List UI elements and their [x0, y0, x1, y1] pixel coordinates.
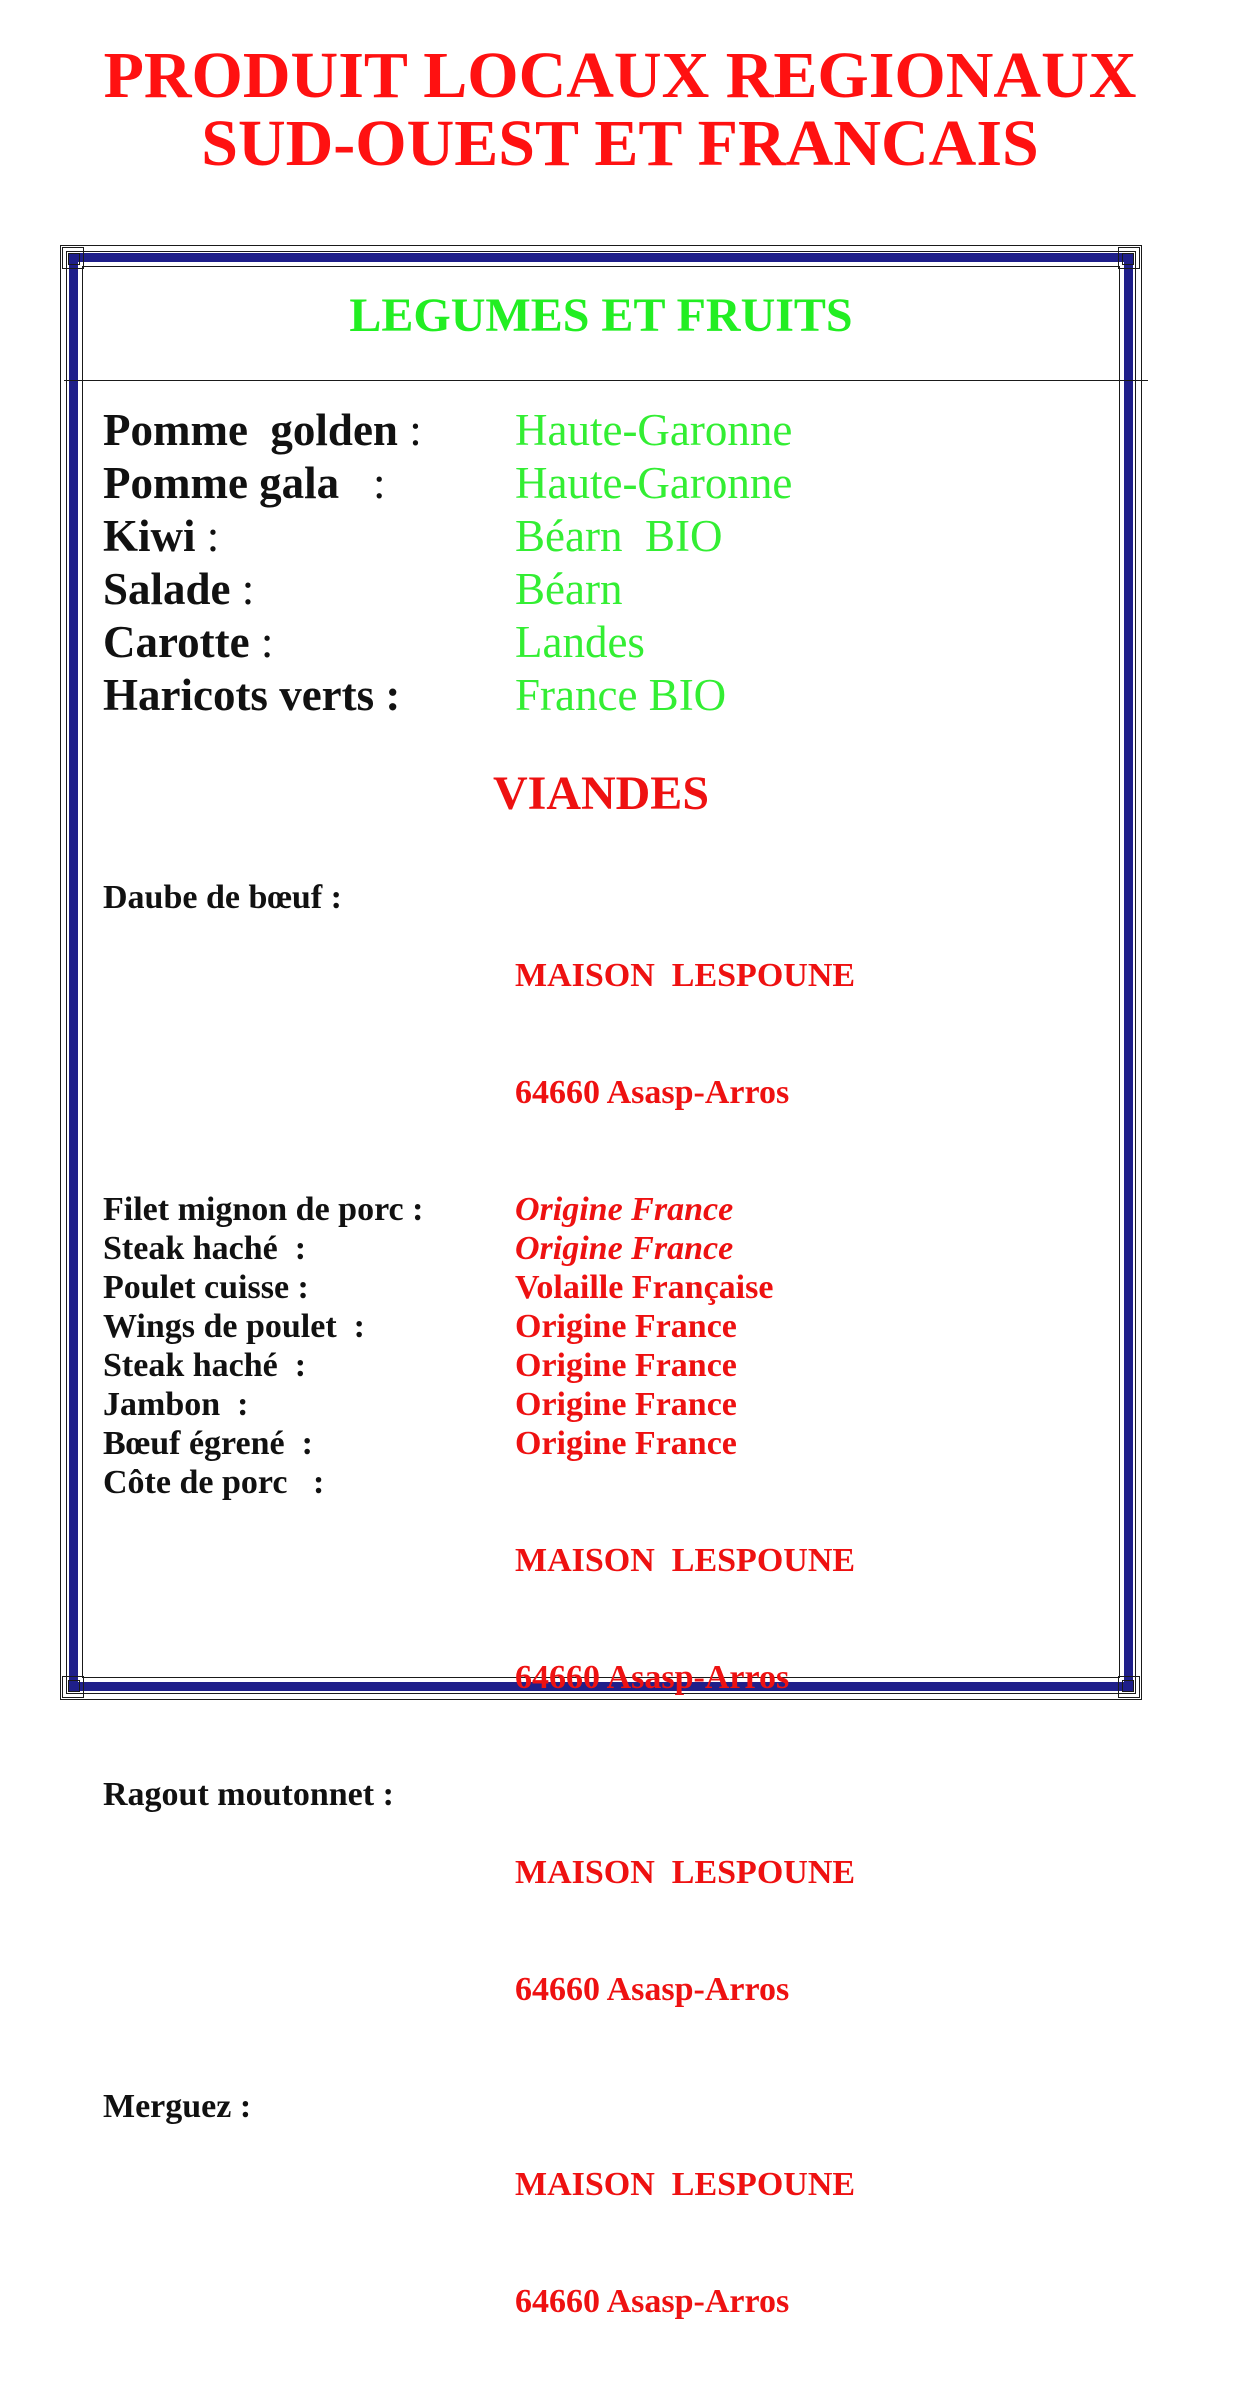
- frame-corner-ornament-inner: [1122, 253, 1134, 265]
- list-item: [103, 1268, 1003, 1307]
- viandes-heading: VIANDES: [492, 767, 710, 820]
- product-name: Wings de poulet :: [103, 1308, 365, 1345]
- list-item: [103, 669, 1003, 722]
- list-item: [103, 878, 1003, 1190]
- product-name: Merguez :: [103, 2088, 252, 2125]
- product-origin: Origine France: [515, 1230, 734, 1267]
- product-name: Salade: [103, 564, 231, 614]
- frame-corner-ornament-inner: [68, 253, 80, 265]
- list-item: [103, 457, 1003, 510]
- product-origin: Béarn: [515, 564, 623, 614]
- list-item: [103, 616, 1003, 669]
- product-origin: MAISON LESPOUNE: [515, 2166, 856, 2203]
- product-name: Pomme gala: [103, 458, 340, 508]
- product-origin: MAISON LESPOUNE: [515, 957, 856, 994]
- section-divider: [64, 380, 1148, 381]
- legumes-list: [103, 404, 1003, 722]
- page-title-line-1: PRODUIT LOCAUX REGIONAUX: [103, 39, 1137, 112]
- product-origin: MAISON LESPOUNE: [515, 1542, 856, 1579]
- product-name: Steak haché :: [103, 1230, 307, 1267]
- list-item: [103, 1424, 1003, 1463]
- list-item: [103, 510, 1003, 563]
- list-item: [103, 1346, 1003, 1385]
- product-origin-address: 64660 Asasp-Arros: [515, 1074, 790, 1111]
- page-title-line-2: SUD-OUEST ET FRANCAIS: [201, 107, 1039, 180]
- product-origin: Haute-Garonne: [515, 458, 793, 508]
- product-origin: Haute-Garonne: [515, 405, 793, 455]
- list-item: [103, 2087, 1003, 2399]
- separator: :: [339, 458, 386, 508]
- list-item: [103, 563, 1003, 616]
- separator: :: [195, 511, 220, 561]
- separator: :: [374, 670, 401, 720]
- separator: :: [397, 405, 422, 455]
- product-name: Carotte: [103, 617, 250, 667]
- product-name: Jambon :: [103, 1386, 249, 1423]
- legumes-heading: LEGUMES ET FRUITS: [349, 289, 853, 342]
- product-origin: Origine France: [515, 1347, 737, 1384]
- product-origin: MAISON LESPOUNE: [515, 1854, 856, 1891]
- product-origin: Béarn BIO: [515, 511, 723, 561]
- product-origin-address: 64660 Asasp-Arros: [515, 1971, 790, 2008]
- product-name: Steak haché :: [103, 1347, 307, 1384]
- list-item: [103, 1385, 1003, 1424]
- frame-corner-ornament-inner: [68, 1680, 80, 1692]
- product-origin: Landes: [515, 617, 645, 667]
- product-name: Haricots verts: [103, 670, 375, 720]
- list-item: [103, 1190, 1003, 1229]
- product-origin-address: 64660 Asasp-Arros: [515, 2283, 790, 2320]
- product-name: Pomme golden: [103, 405, 398, 455]
- product-name: Côte de porc :: [103, 1464, 325, 1501]
- product-name: Daube de bœuf :: [103, 879, 342, 916]
- viandes-list: [103, 878, 1003, 2399]
- list-item: [103, 1229, 1003, 1268]
- frame-corner-ornament-inner: [1122, 1680, 1134, 1692]
- list-item: [103, 1307, 1003, 1346]
- list-item: [103, 1463, 1003, 1775]
- separator: :: [249, 617, 274, 667]
- product-name: Kiwi: [103, 511, 196, 561]
- product-name: Poulet cuisse :: [103, 1269, 309, 1306]
- list-item: [103, 404, 1003, 457]
- product-origin: Origine France: [515, 1308, 737, 1345]
- product-name: Ragout moutonnet :: [103, 1776, 394, 1813]
- list-item: [103, 1775, 1003, 2087]
- product-origin: Origine France: [515, 1425, 737, 1462]
- product-origin: Volaille Française: [515, 1269, 774, 1306]
- product-name: Filet mignon de porc :: [103, 1191, 424, 1228]
- separator: :: [230, 564, 255, 614]
- product-name: Bœuf égrené :: [103, 1425, 313, 1462]
- product-origin: Origine France: [515, 1191, 734, 1228]
- product-origin: Origine France: [515, 1386, 737, 1423]
- product-origin: France BIO: [515, 670, 727, 720]
- product-origin-address: 64660 Asasp-Arros: [515, 1659, 790, 1696]
